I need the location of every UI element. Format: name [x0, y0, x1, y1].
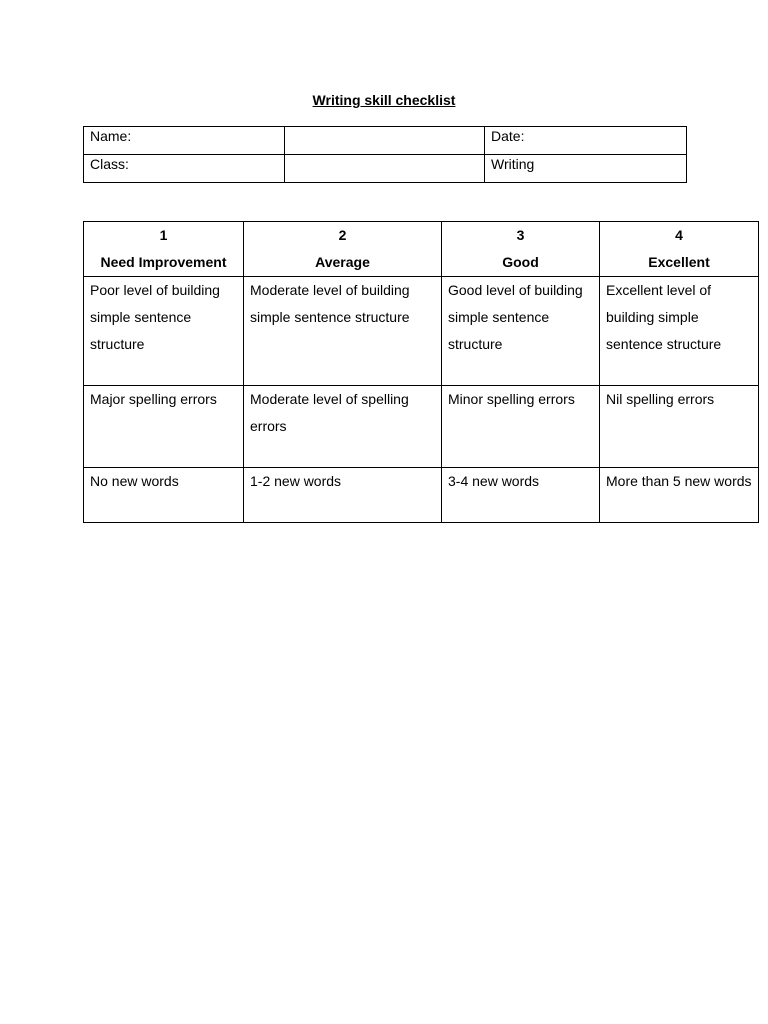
level-number: 2 [338, 227, 347, 243]
page-title [0, 92, 768, 108]
rubric-row-sentence-structure [84, 277, 759, 386]
rubric-cell: Minor spelling errors [442, 386, 600, 468]
rubric-cell: Major spelling errors [84, 386, 244, 468]
level-label: Excellent [648, 254, 710, 270]
class-label: Class: [84, 155, 285, 183]
level-header-3 [442, 222, 600, 277]
level-header-4 [600, 222, 759, 277]
rubric-row-new-words [84, 468, 759, 523]
rubric-cell: Poor level of building simple sentence structure [84, 277, 244, 386]
level-label: Need Improvement [100, 254, 227, 270]
rubric-cell: Moderate level of spelling errors [244, 386, 442, 468]
level-number: 1 [159, 227, 168, 243]
class-field[interactable] [285, 155, 485, 183]
level-header-1 [84, 222, 244, 277]
level-number: 3 [516, 227, 525, 243]
name-field[interactable] [285, 127, 485, 155]
level-number: 4 [675, 227, 683, 243]
rubric-cell: No new words [84, 468, 244, 523]
rubric-cell: 1-2 new words [244, 468, 442, 523]
name-label: Name: [84, 127, 285, 155]
rubric-cell: More than 5 new words [600, 468, 759, 523]
info-row-class [84, 155, 687, 183]
rubric-header-row [84, 222, 759, 277]
student-info-table [83, 126, 687, 183]
rubric-cell: 3-4 new words [442, 468, 600, 523]
page-title-text: Writing skill checklist [312, 92, 456, 108]
rubric-cell: Excellent level of building simple sentence structure [600, 277, 759, 386]
rubric-cell: Good level of building simple sentence structure [442, 277, 600, 386]
info-row-name [84, 127, 687, 155]
rubric-row-spelling [84, 386, 759, 468]
level-label: Average [315, 254, 370, 270]
level-label: Good [502, 254, 539, 270]
subject-cell: Writing [485, 155, 687, 183]
rubric-table [83, 221, 759, 523]
level-header-2 [244, 222, 442, 277]
date-label: Date: [485, 127, 687, 155]
rubric-cell: Moderate level of building simple sentence structure [244, 277, 442, 386]
rubric-cell: Nil spelling errors [600, 386, 759, 468]
